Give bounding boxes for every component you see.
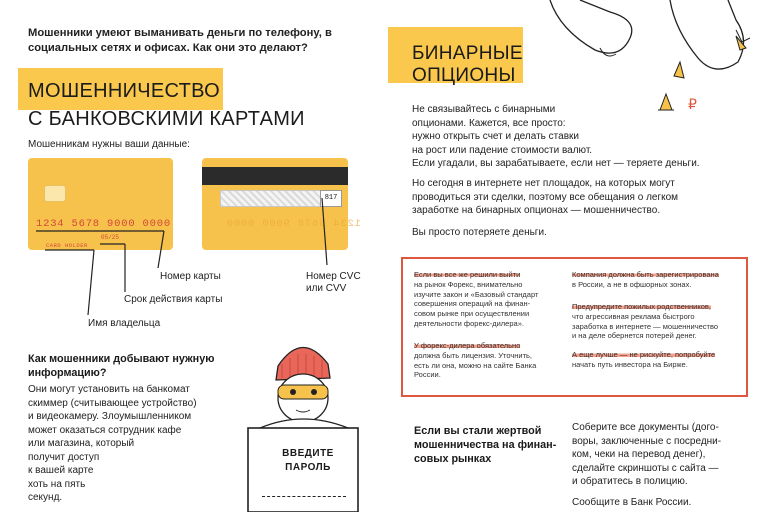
label-holder: Имя владельца [88,318,161,329]
label-card-number: Номер карты [160,271,221,282]
label-cvc-1: Номер CVC [306,271,361,282]
victim-text: Соберите все документы (дого- воры, заключенные с посредни- ком, чеки на перевод денег), сделайте скриншоты с сайта — и обратитесь в полицию. [572,422,722,487]
need-data-text: Мошенникам нужны ваши данные: [28,139,190,150]
sign-text: ВВЕДИТЕ ПАРОЛЬ [282,448,334,473]
intro-text: Мошенники умеют выманивать деньги по телефону, в социальных сетях и офисах. Как они это делают? [28,27,332,54]
how-heading-1: Как мошенники добывают нужную [28,353,215,365]
password-field-line [262,496,346,497]
box-right-3: А еще лучше — не рискуйте, попробуйте начать путь инвестора на Бирже. [572,350,716,369]
ruble-icon: ₽ [688,96,697,112]
box-right-1: Компания должна быть зарегистрирована в России, а не в офшорных зонах. [572,270,719,289]
box-left-1: Если вы все же решили выйти на рынок Форекс, внимательно изучите закон и «Базовый стандарт совершения операций на финан- совом рынке при осуществлении деятельности форекс-дилера». [414,270,539,328]
label-expiry: Срок действия карты [124,294,223,305]
cards-title-line2: С БАНКОВСКИМИ КАРТАМИ [28,108,305,130]
binary-paragraph-3: Вы просто потеряете деньги. [412,227,547,238]
binary-paragraph-2: Но сегодня в интернете нет площадок, на которых могут проводиться эти сделки, поэтому все обещания о легком заработке на бинарных опционах — мошенничество. [412,178,679,216]
thief-illustration [230,328,380,512]
how-text: Они могут установить на банкомат скиммер (считывающее устройство) и видеокамеру. Злоумышленником может оказаться сотрудник кафе или магазина, который получит доступ к вашей карте хоть на пять секунд. [28,384,197,503]
binary-title-line2: ОПЦИОНЫ [412,65,516,86]
cvc-code: 817 [320,190,342,207]
card-holder: CARD HOLDER [46,242,88,249]
card-back-number: 1234 5678 9000 0000 [226,218,361,230]
label-cvc-2: или CVV [306,283,347,294]
how-heading-2: информацию? [28,367,107,379]
box-right-2: Предупредите пожилых родственников, что агрессивная реклама быстрого заработка в интернете — мошенничество и на деле обернется потерей денег. [572,302,719,341]
card-expiry: 05/25 [101,234,120,241]
box-left-2: У форекс-дилера обязательно должна быть лицензия. Уточнить, есть ли она, можно на сайте Банка России. [414,341,537,380]
cards-title-line1: МОШЕННИЧЕСТВО [28,80,220,102]
victim-text-2: Сообщите в Банк России. [572,497,692,508]
binary-title-line1: БИНАРНЫЕ [412,43,523,64]
card-number: 1234 5678 9000 0000 [36,218,171,230]
binary-paragraph-1: Не связывайтесь с бинарными опционами. Кажется, все просто: нужно открыть счет и делать ставки на рост или падение стоимости валют. Если угадали, вы зарабатываете, если нет — теряете деньги. [412,104,700,169]
victim-heading: Если вы стали жертвой мошенничества на финан- совых рынках [414,425,557,465]
